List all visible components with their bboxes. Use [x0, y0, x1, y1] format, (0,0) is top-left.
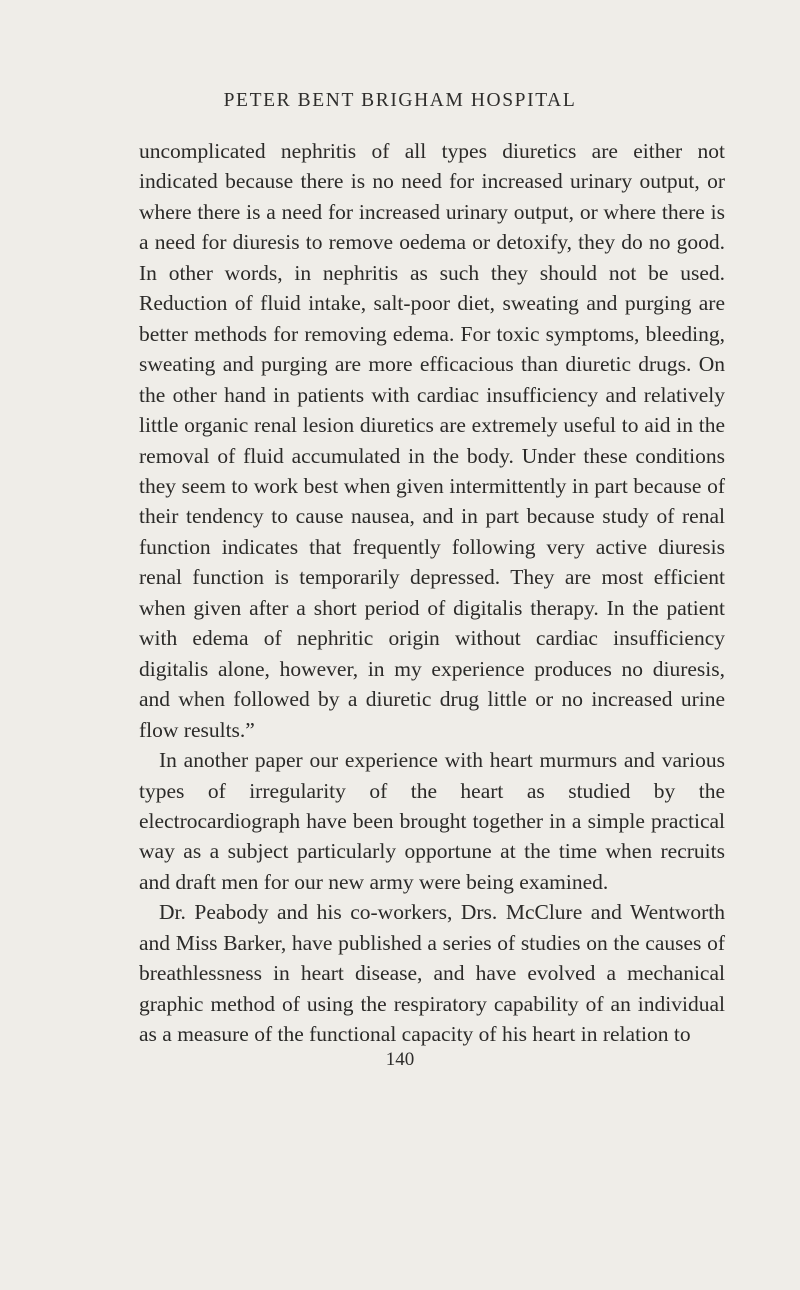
paragraph-2: In another paper our experience with heart murmurs and various types of irregularity of the heart as studied by the electrocardiograph have been brought together in a simple practical way as a subject particularly opportune at the time when recruits and draft men for our new army were being examined.	[139, 748, 725, 894]
page-number: 140	[385, 1049, 415, 1070]
paragraph-3: Dr. Peabody and his co-workers, Drs. McClure and Wentworth and Miss Barker, have published a series of studies on the causes of breathlessness in heart disease, and have evolved a mechanical graphic method of using the respiratory capability of an individual as a measure of the functional capacity of his heart in relation to	[139, 900, 725, 1047]
body-text	[139, 136, 725, 1050]
running-head: PETER BENT BRIGHAM HOSPITAL	[223, 90, 577, 111]
paragraph-1: uncomplicated nephritis of all types diuretics are either not indicated because there is no need for increased urinary output, or where there is a need for increased urinary output, or where there is a need for diuresis to remove oedema or detoxify, they do no good. In other words, in nephritis as such they should not be used. Reduction of fluid intake, salt-poor diet, sweating and purging are better methods for removing edema. For toxic symptoms, bleeding, sweating and purging are more efficacious than diuretic drugs. On the other hand in patients with cardiac insufficiency and relatively little organic renal lesion diuretics are extremely useful to aid in the removal of fluid accumulated in the body. Under these conditions they seem to work best when given intermittently in part because of their tendency to cause nausea, and in part because study of renal function indicates that frequently following very active diuresis renal function is temporarily depressed. They are most efficient when given after a short period of digitalis therapy. In the patient with edema of nephritic origin without cardiac insufficiency digitalis alone, however, in my experience produces no diuresis, and when followed by a diuretic drug little or no increased urine flow results.”	[139, 139, 725, 742]
